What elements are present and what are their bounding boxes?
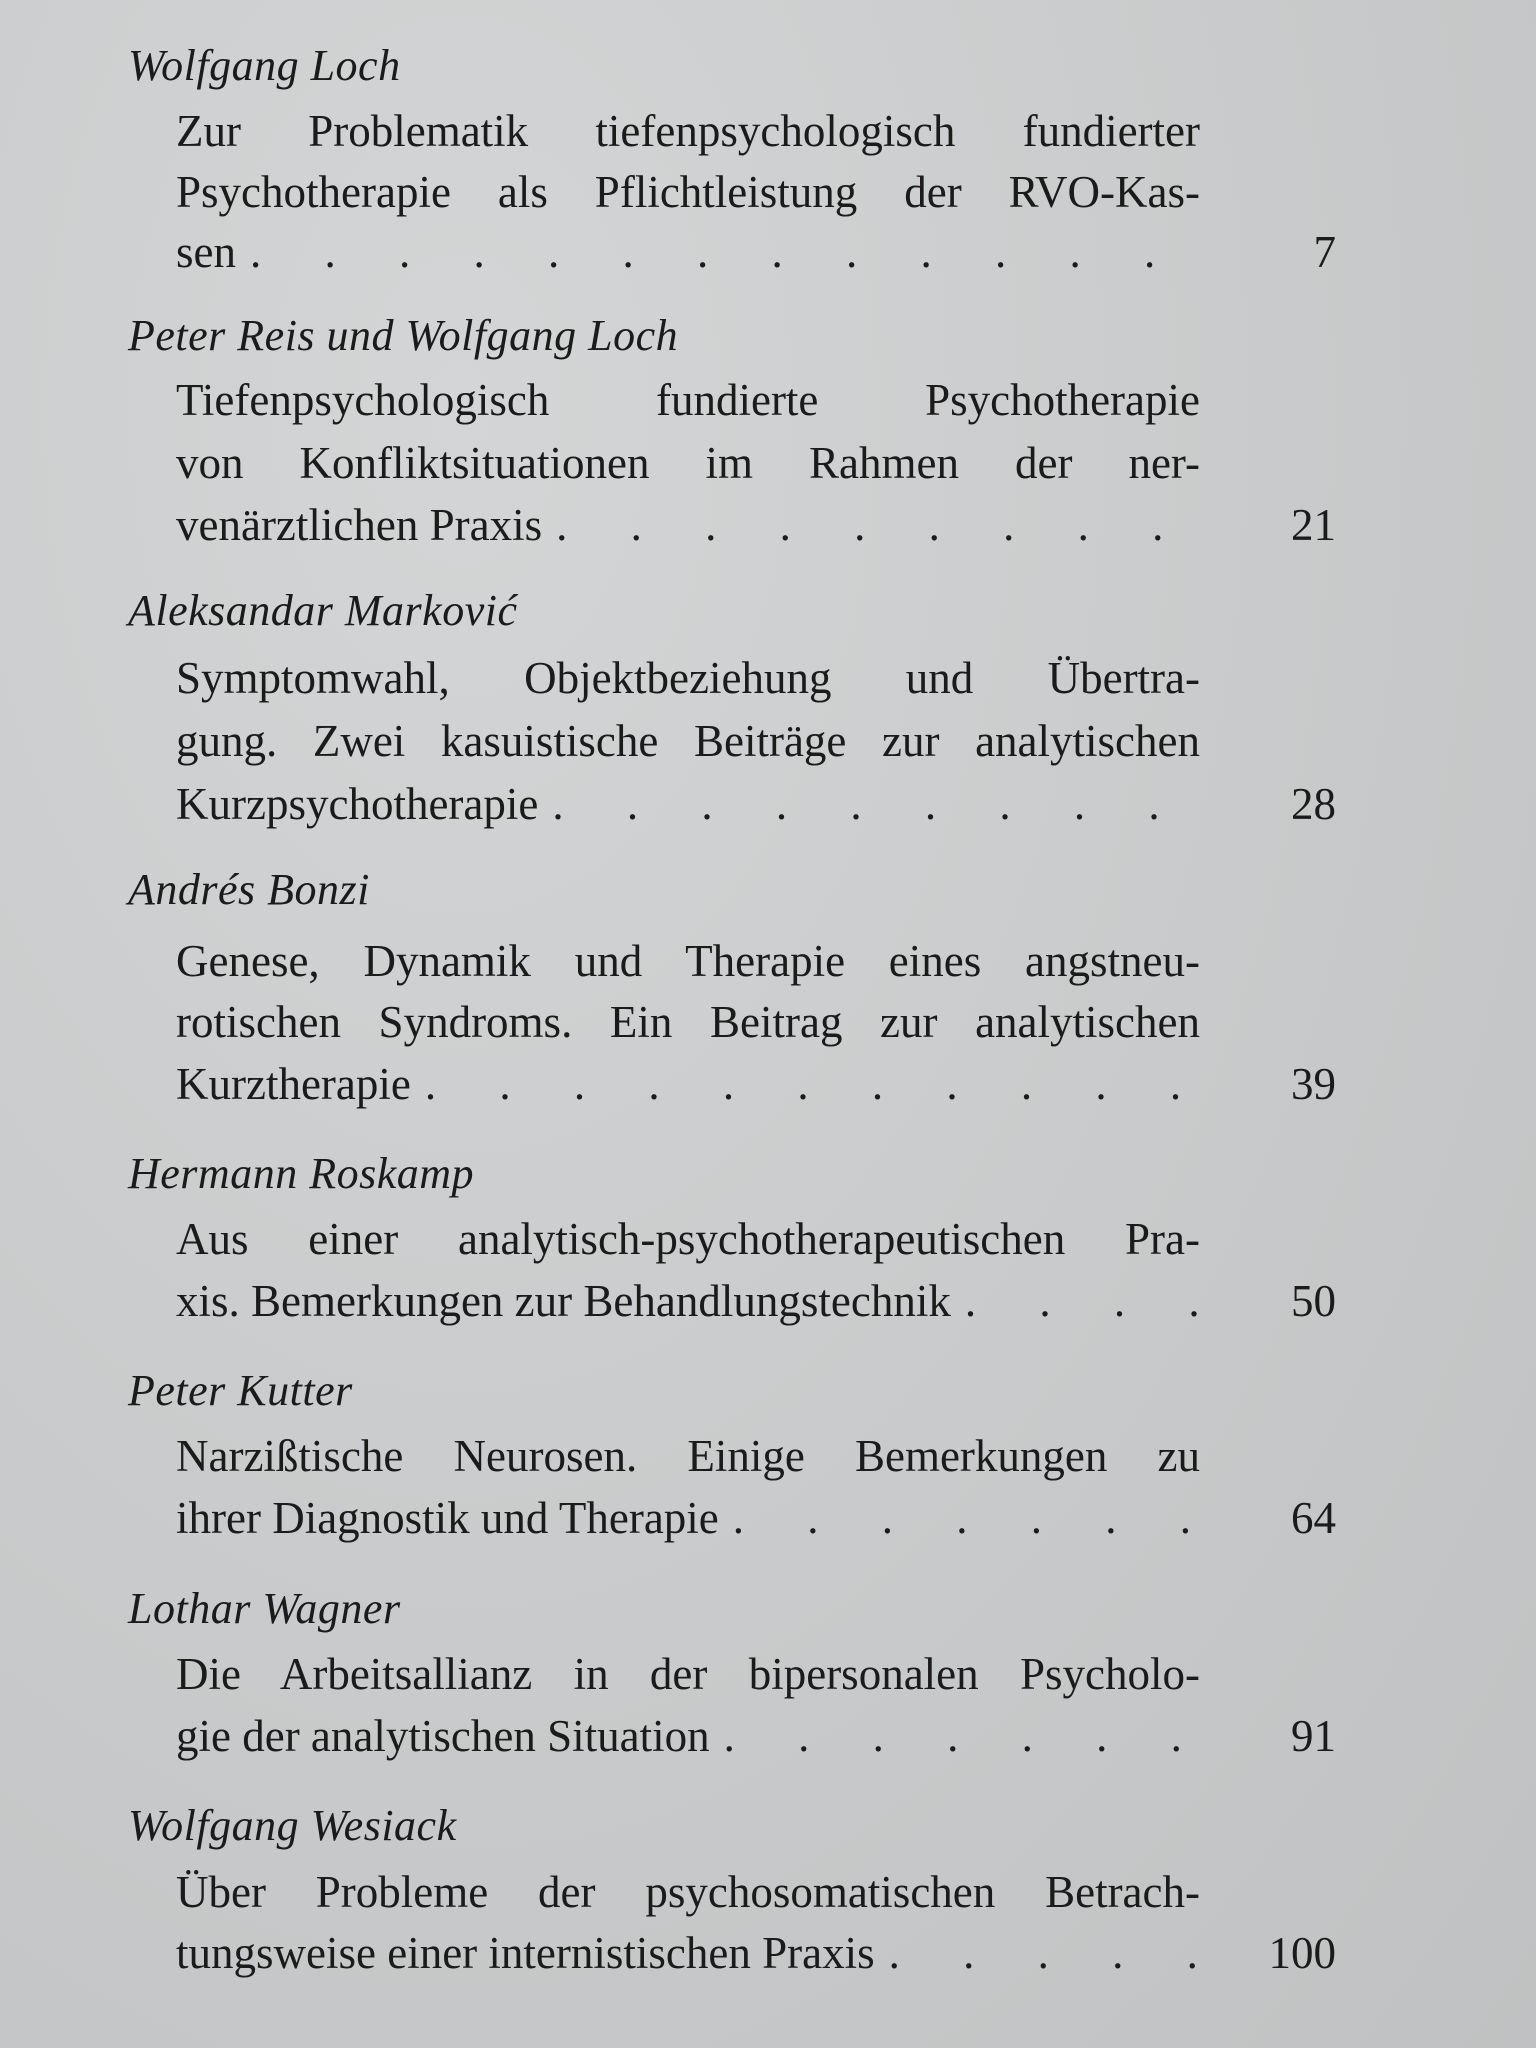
- entry-title-line: Die Arbeitsallianz in der bipersonalen Psycholo-: [176, 1649, 1200, 1699]
- entry-page-number: 50: [1291, 1276, 1336, 1326]
- entry-author: Aleksandar Marković: [128, 586, 518, 635]
- dot-leader: [724, 1710, 1200, 1762]
- dot-leader: [552, 778, 1200, 830]
- entry-title-line-last: [176, 226, 1200, 278]
- entry-page-number: 100: [1268, 1928, 1336, 1978]
- entry-title-line: Zur Problematik tiefenpsychologisch fundierter: [176, 106, 1200, 156]
- entry-title-line-last: [176, 1927, 1200, 1979]
- entry-title-line: rotischen Syndroms. Ein Beitrag zur analytischen: [176, 997, 1200, 1047]
- entry-title-text: xis. Bemerkungen zur Behandlungstechnik: [176, 1276, 951, 1326]
- entry-author: Andrés Bonzi: [128, 865, 370, 914]
- dot-leader: [733, 1492, 1200, 1544]
- entry-title-line-last: [176, 499, 1200, 551]
- entry-author: Peter Kutter: [128, 1366, 353, 1415]
- entry-author: Wolfgang Wesiack: [128, 1801, 457, 1850]
- entry-title-text: Kurzpsychotherapie: [176, 779, 539, 829]
- entry-author: Peter Reis und Wolfgang Loch: [128, 311, 679, 360]
- entry-title-line: Über Probleme der psychosomatischen Betrach-: [176, 1867, 1200, 1917]
- entry-title-line: Psychotherapie als Pflichtleistung der RVO-Kas-: [176, 167, 1200, 217]
- entry-title-line-last: [176, 1492, 1200, 1544]
- entry-title-text: sen: [176, 227, 236, 277]
- entry-title-line: von Konfliktsituationen im Rahmen der ner-: [176, 438, 1200, 488]
- entry-title-text: venärztlichen Praxis: [176, 500, 543, 550]
- entry-title-text: gie der analytischen Situation: [176, 1711, 710, 1761]
- entry-page-number: 21: [1291, 500, 1336, 550]
- entry-title-line: Symptomwahl, Objektbeziehung und Übertra-: [176, 653, 1200, 703]
- entry-page-number: 39: [1291, 1059, 1336, 1109]
- dot-leader: [965, 1275, 1200, 1327]
- entry-author: Lothar Wagner: [128, 1584, 401, 1633]
- entry-title-line-last: [176, 1710, 1200, 1762]
- entry-page-number: 28: [1291, 779, 1336, 829]
- entry-title-line: Tiefenpsychologisch fundierte Psychotherapie: [176, 375, 1200, 425]
- entry-title-line: Narzißtische Neurosen. Einige Bemerkungen zu: [176, 1431, 1200, 1481]
- entry-title-line-last: [176, 1275, 1200, 1327]
- entry-title-line: Aus einer analytisch-psychotherapeutischen Pra-: [176, 1214, 1200, 1264]
- dot-leader: [556, 499, 1200, 551]
- entry-page-number: 91: [1291, 1711, 1336, 1761]
- entry-author: Hermann Roskamp: [128, 1149, 475, 1198]
- entry-title-line: gung. Zwei kasuistische Beiträge zur analytischen: [176, 716, 1200, 766]
- entry-page-number: 64: [1291, 1493, 1336, 1543]
- entry-title-text: Kurztherapie: [176, 1059, 411, 1109]
- entry-author: Wolfgang Loch: [128, 41, 401, 90]
- dot-leader: [425, 1058, 1200, 1110]
- dot-leader: [889, 1927, 1200, 1979]
- entry-page-number: 7: [1313, 227, 1336, 277]
- entry-title-line-last: [176, 778, 1200, 830]
- dot-leader: [250, 226, 1200, 278]
- entry-title-line: Genese, Dynamik und Therapie eines angstneu-: [176, 936, 1200, 986]
- entry-title-text: ihrer Diagnostik und Therapie: [176, 1493, 719, 1543]
- entry-title-text: tungsweise einer internistischen Praxis: [176, 1928, 875, 1978]
- entry-title-line-last: [176, 1058, 1200, 1110]
